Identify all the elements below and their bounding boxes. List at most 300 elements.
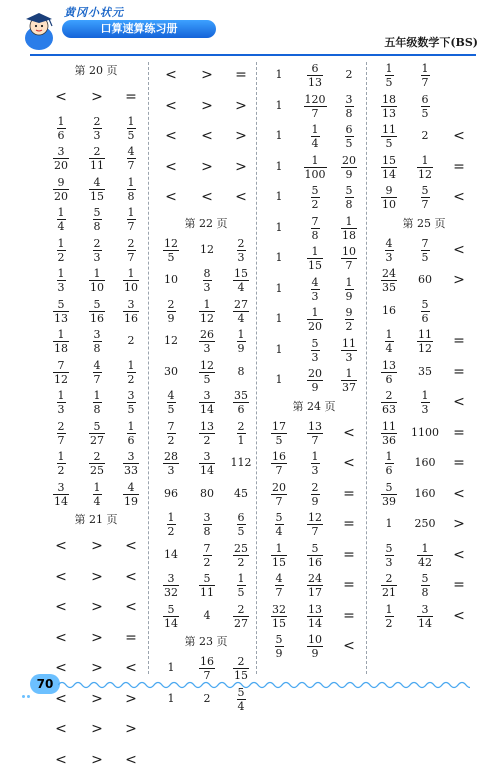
- number-text: 112: [230, 456, 252, 469]
- number-answer: [262, 152, 296, 182]
- numerator: 1: [311, 306, 319, 319]
- denominator: 63: [382, 403, 396, 416]
- number-text: 45: [234, 486, 248, 500]
- denominator: 3: [311, 289, 319, 303]
- number-text: 10: [164, 273, 178, 286]
- denominator: 5: [237, 586, 245, 599]
- fraction-answer: [372, 479, 406, 507]
- denominator: 14: [164, 616, 178, 630]
- numerator: 1: [345, 214, 353, 228]
- fraction-answer: [372, 182, 406, 210]
- numerator: 17: [272, 419, 286, 433]
- brand-name: 黄冈小状元: [64, 6, 124, 19]
- fraction-answer: [190, 357, 224, 385]
- denominator: 13: [382, 106, 396, 120]
- denominator: 17: [308, 586, 322, 599]
- number-answer: [154, 653, 188, 683]
- fraction-answer: [80, 204, 114, 232]
- fraction-answer: [224, 540, 258, 568]
- denominator: 3: [93, 128, 101, 142]
- numerator: 16: [272, 450, 286, 463]
- number-answer: [262, 213, 296, 243]
- denominator: 7: [421, 76, 429, 89]
- fraction-answer: [372, 448, 406, 476]
- numerator: 120: [304, 92, 326, 106]
- symbol-text: <: [55, 751, 67, 768]
- denominator: 10: [382, 198, 396, 211]
- denominator: 7: [275, 586, 283, 599]
- denominator: 2: [167, 433, 175, 447]
- comparison-symbol: [114, 531, 148, 561]
- denominator: 4: [237, 311, 245, 325]
- numerator: 6: [311, 62, 319, 75]
- numerator: 5: [385, 541, 393, 555]
- denominator: 8: [345, 106, 353, 120]
- section-title: 第 21 页: [74, 513, 118, 526]
- denominator: 7: [127, 220, 135, 233]
- numerator: 1: [275, 541, 283, 555]
- numerator: 4: [127, 145, 135, 158]
- denominator: 14: [418, 616, 432, 630]
- denominator: 5: [127, 128, 135, 142]
- fraction-answer: [190, 265, 224, 293]
- symbol-text: <: [125, 568, 137, 585]
- denominator: 12: [418, 167, 432, 181]
- denominator: 6: [385, 372, 393, 386]
- number-answer: [332, 60, 366, 90]
- fraction-answer: [80, 479, 114, 507]
- numerator: 20: [342, 153, 356, 167]
- denominator: 15: [234, 669, 248, 682]
- numerator: 25: [234, 541, 248, 555]
- symbol-text: =: [235, 67, 247, 83]
- fraction-answer: [298, 631, 332, 659]
- number-answer: [190, 235, 224, 265]
- numerator: 32: [272, 602, 286, 616]
- symbol-text: >: [91, 721, 103, 737]
- numerator: 5: [311, 336, 319, 350]
- comparison-symbol: [154, 152, 188, 182]
- comparison-symbol: [190, 182, 224, 212]
- denominator: 13: [308, 76, 322, 89]
- number-text: 80: [200, 486, 214, 500]
- symbol-text: <: [55, 538, 67, 554]
- fraction-answer: [262, 631, 296, 659]
- numerator: 15: [234, 267, 248, 280]
- fraction-answer: [298, 540, 332, 568]
- numerator: 1: [127, 419, 135, 433]
- number-answer: [262, 304, 296, 334]
- numerator: 1: [421, 541, 429, 555]
- comparison-symbol: [442, 479, 476, 509]
- numerator: 13: [200, 419, 214, 433]
- fraction-answer: [298, 570, 332, 598]
- numerator: 5: [421, 184, 429, 197]
- comparison-symbol: [442, 570, 476, 600]
- fraction-answer: [332, 182, 366, 210]
- denominator: 7: [311, 106, 319, 120]
- comparison-symbol: [114, 562, 148, 592]
- fraction-answer: [44, 235, 78, 263]
- denominator: 12: [54, 372, 68, 386]
- numerator: 11: [382, 419, 396, 433]
- numerator: 3: [57, 145, 65, 158]
- fraction-answer: [114, 174, 148, 202]
- number-text: 160: [414, 486, 436, 500]
- fraction-answer: [114, 113, 148, 141]
- numerator: 1: [345, 367, 353, 380]
- number-text: 1: [275, 190, 283, 203]
- number-text: 1: [275, 159, 283, 173]
- comparison-symbol: [114, 714, 148, 744]
- fraction-answer: [224, 601, 258, 629]
- numerator: 5: [93, 419, 101, 433]
- numerator: 1: [127, 175, 135, 189]
- symbol-text: <: [343, 455, 355, 471]
- denominator: 16: [124, 311, 138, 325]
- comparison-symbol: [442, 387, 476, 417]
- denominator: 15: [272, 555, 286, 569]
- fraction-answer: [114, 235, 148, 263]
- number-answer: [408, 121, 442, 151]
- fraction-answer: [80, 418, 114, 446]
- fraction-answer: [298, 448, 332, 476]
- numerator: 1: [127, 267, 135, 280]
- numerator: 3: [203, 511, 211, 524]
- symbol-text: >: [201, 67, 213, 83]
- numerator: 1: [93, 389, 101, 402]
- numerator: 1: [421, 389, 429, 402]
- denominator: 21: [382, 586, 396, 599]
- numerator: 4: [167, 389, 175, 402]
- fraction-answer: [80, 326, 114, 354]
- fraction-answer: [190, 387, 224, 415]
- comparison-symbol: [80, 562, 114, 592]
- numerator: 5: [93, 206, 101, 219]
- symbol-text: =: [453, 577, 465, 593]
- comparison-symbol: [442, 357, 476, 387]
- symbol-text: >: [125, 690, 137, 707]
- fraction-answer: [224, 265, 258, 293]
- numerator: 1: [385, 450, 393, 463]
- numerator: 5: [275, 633, 283, 646]
- number-answer: [408, 448, 442, 478]
- numerator: 16: [200, 655, 214, 668]
- fraction-answer: [372, 570, 406, 598]
- number-text: 60: [418, 273, 432, 286]
- denominator: 25: [90, 464, 104, 477]
- denominator: 39: [382, 494, 396, 508]
- denominator: 2: [311, 198, 319, 211]
- fraction-answer: [44, 387, 78, 415]
- symbol-text: <: [453, 128, 465, 144]
- number-text: 8: [237, 364, 245, 378]
- denominator: 7: [127, 159, 135, 172]
- denominator: 9: [311, 647, 319, 660]
- fraction-answer: [44, 174, 78, 202]
- comparison-symbol: [44, 592, 78, 622]
- number-text: 12: [200, 242, 214, 256]
- fraction-answer: [372, 235, 406, 263]
- fraction-answer: [154, 296, 188, 324]
- fraction-answer: [372, 60, 406, 88]
- fraction-answer: [190, 540, 224, 568]
- fraction-answer: [298, 365, 332, 393]
- number-answer: [224, 479, 258, 509]
- comparison-symbol: [154, 91, 188, 121]
- number-answer: [372, 509, 406, 539]
- denominator: 3: [57, 403, 65, 416]
- denominator: 2: [127, 372, 135, 386]
- symbol-text: =: [453, 158, 465, 175]
- denominator: 2: [57, 250, 65, 264]
- fraction-answer: [298, 243, 332, 271]
- number-answer: [262, 365, 296, 395]
- comparison-symbol: [442, 601, 476, 631]
- fraction-answer: [80, 235, 114, 263]
- fraction-answer: [224, 570, 258, 598]
- symbol-text: <: [453, 189, 465, 205]
- fraction-answer: [80, 265, 114, 293]
- number-text: 2: [345, 68, 353, 81]
- denominator: 9: [311, 381, 319, 394]
- fraction-answer: [114, 296, 148, 324]
- number-answer: [408, 479, 442, 509]
- numerator: 2: [311, 480, 319, 494]
- comparison-symbol: [80, 745, 114, 775]
- symbol-text: =: [125, 89, 137, 105]
- numerator: 7: [57, 358, 65, 372]
- denominator: 7: [275, 464, 283, 477]
- comparison-symbol: [332, 509, 366, 539]
- number-answer: [154, 326, 188, 356]
- denominator: 3: [385, 555, 393, 569]
- number-text: 2: [203, 691, 211, 705]
- fraction-answer: [80, 448, 114, 476]
- numerator: 11: [382, 123, 396, 136]
- comparison-symbol: [224, 182, 258, 212]
- fraction-answer: [372, 326, 406, 354]
- denominator: 9: [275, 647, 283, 660]
- denominator: 5: [167, 250, 175, 264]
- fraction-answer: [372, 121, 406, 149]
- symbol-text: <: [343, 424, 355, 441]
- denominator: 9: [311, 494, 319, 508]
- symbol-text: <: [55, 568, 67, 585]
- numerator: 27: [234, 297, 248, 311]
- numerator: 1: [57, 450, 65, 463]
- number-text: 1: [275, 220, 283, 234]
- denominator: 5: [421, 250, 429, 264]
- numerator: 3: [93, 328, 101, 341]
- denominator: 6: [385, 464, 393, 477]
- comparison-symbol: [80, 714, 114, 744]
- numerator: 1: [311, 123, 319, 136]
- number-text: 12: [164, 334, 178, 347]
- fraction-answer: [372, 265, 406, 293]
- numerator: 2: [237, 602, 245, 616]
- fraction-answer: [298, 274, 332, 302]
- numerator: 6: [237, 511, 245, 524]
- fraction-answer: [80, 357, 114, 385]
- section-title: 第 24 页: [292, 399, 336, 413]
- comparison-symbol: [114, 623, 148, 653]
- fraction-answer: [224, 653, 258, 681]
- numerator: 1: [421, 62, 429, 75]
- symbol-text: =: [343, 577, 355, 593]
- numerator: 4: [275, 572, 283, 585]
- number-answer: [114, 326, 148, 356]
- fraction-answer: [44, 357, 78, 385]
- fraction-answer: [262, 479, 296, 507]
- number-text: 1: [275, 68, 283, 81]
- comparison-symbol: [442, 509, 476, 539]
- fraction-answer: [408, 540, 442, 568]
- symbol-text: >: [125, 721, 137, 737]
- denominator: 3: [57, 281, 65, 294]
- grade-label: 五年级数学下(BS): [384, 36, 478, 49]
- symbol-text: <: [165, 97, 177, 114]
- fraction-answer: [408, 60, 442, 88]
- denominator: 4: [275, 525, 283, 538]
- fraction-answer: [408, 326, 442, 354]
- denominator: 6: [237, 403, 245, 416]
- comparison-symbol: [442, 265, 476, 295]
- numerator: 1: [311, 245, 319, 258]
- denominator: 15: [90, 189, 104, 203]
- footer-wave: [58, 680, 470, 690]
- numerator: 1: [237, 572, 245, 585]
- fraction-answer: [154, 448, 188, 476]
- fraction-answer: [114, 204, 148, 232]
- numerator: 5: [275, 511, 283, 524]
- comparison-symbol: [154, 182, 188, 212]
- fraction-answer: [262, 570, 296, 598]
- fraction-answer: [44, 418, 78, 446]
- symbol-text: <: [165, 67, 177, 83]
- number-answer: [408, 357, 442, 387]
- denominator: 1: [237, 433, 245, 447]
- numerator: 13: [308, 602, 322, 616]
- denominator: 5: [385, 137, 393, 150]
- denominator: 8: [311, 228, 319, 242]
- numerator: 5: [345, 184, 353, 197]
- fraction-answer: [224, 235, 258, 263]
- comparison-symbol: [442, 121, 476, 151]
- number-text: 96: [164, 486, 178, 500]
- numerator: 13: [308, 419, 322, 433]
- numerator: 11: [342, 336, 356, 350]
- numerator: 1: [127, 114, 135, 128]
- denominator: 14: [308, 616, 322, 630]
- denominator: 5: [385, 76, 393, 89]
- denominator: 2: [203, 555, 211, 569]
- denominator: 37: [342, 381, 356, 394]
- numerator: 2: [93, 450, 101, 463]
- symbol-text: <: [55, 690, 67, 707]
- fraction-answer: [298, 152, 332, 180]
- comparison-symbol: [224, 91, 258, 121]
- denominator: 16: [90, 311, 104, 325]
- fraction-answer: [298, 335, 332, 363]
- numerator: 5: [311, 541, 319, 555]
- symbol-text: =: [453, 455, 465, 471]
- numerator: 4: [311, 275, 319, 289]
- symbol-text: =: [453, 424, 465, 441]
- number-answer: [408, 265, 442, 295]
- denominator: 10: [90, 281, 104, 294]
- numerator: 5: [93, 297, 101, 311]
- symbol-text: =: [343, 516, 355, 532]
- denominator: 36: [382, 433, 396, 447]
- fraction-answer: [298, 60, 332, 88]
- denominator: 5: [167, 403, 175, 416]
- fraction-answer: [408, 387, 442, 415]
- fraction-answer: [332, 213, 366, 241]
- numerator: 2: [127, 236, 135, 250]
- number-answer: [408, 418, 442, 448]
- numerator: 5: [421, 297, 429, 311]
- symbol-text: <: [235, 189, 247, 205]
- number-text: 16: [382, 303, 396, 317]
- fraction-answer: [262, 601, 296, 629]
- fraction-answer: [154, 387, 188, 415]
- numerator: 1: [385, 602, 393, 616]
- comparison-symbol: [332, 418, 366, 448]
- numerator: 9: [385, 184, 393, 197]
- numerator: 1: [57, 236, 65, 250]
- number-text: 1: [275, 251, 283, 264]
- fraction-answer: [262, 509, 296, 537]
- section-title: 第 20 页: [74, 64, 118, 77]
- denominator: 20: [308, 320, 322, 333]
- symbol-text: <: [201, 189, 213, 205]
- number-answer: [262, 121, 296, 151]
- denominator: 18: [54, 342, 68, 355]
- fraction-answer: [114, 479, 148, 507]
- denominator: 3: [93, 250, 101, 264]
- section-title: 第 25 页: [402, 216, 446, 230]
- fraction-answer: [114, 357, 148, 385]
- denominator: 14: [200, 464, 214, 477]
- symbol-text: <: [125, 538, 137, 554]
- fraction-answer: [190, 326, 224, 354]
- number-answer: [262, 60, 296, 90]
- number-text: 2: [421, 129, 429, 142]
- denominator: 14: [200, 403, 214, 416]
- book-title: 口算速算练习册: [62, 20, 216, 38]
- symbol-text: <: [125, 751, 137, 768]
- symbol-text: =: [453, 333, 465, 349]
- symbol-text: <: [453, 485, 465, 502]
- symbol-text: >: [201, 158, 213, 175]
- fraction-answer: [408, 296, 442, 324]
- fraction-answer: [298, 182, 332, 210]
- number-text: 35: [418, 364, 432, 378]
- fraction-answer: [332, 152, 366, 180]
- symbol-text: <: [453, 394, 465, 410]
- fraction-answer: [224, 326, 258, 354]
- fraction-answer: [332, 91, 366, 119]
- denominator: 5: [203, 372, 211, 386]
- fraction-answer: [114, 143, 148, 171]
- denominator: 2: [57, 464, 65, 477]
- denominator: 18: [342, 228, 356, 242]
- denominator: 6: [57, 128, 65, 142]
- numerator: 3: [203, 450, 211, 463]
- comparison-symbol: [44, 82, 78, 112]
- comparison-symbol: [190, 91, 224, 121]
